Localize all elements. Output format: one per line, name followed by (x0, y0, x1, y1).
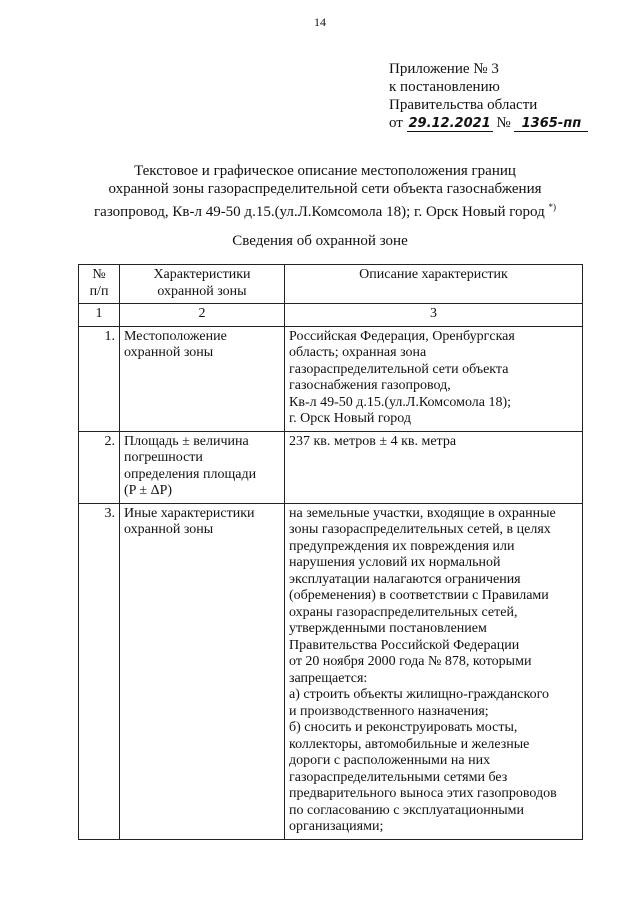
characteristic-cell (120, 326, 285, 431)
description-line: эксплуатации налагаются ограничения (289, 571, 521, 587)
characteristic-line: охранной зоны (124, 522, 214, 537)
zone-info-table (78, 264, 583, 840)
document-title (60, 162, 590, 221)
description-line: газоснабжения газопровод, (289, 378, 451, 393)
column-number: 3 (285, 304, 583, 327)
title-line-3-text: газопровод, Кв-л 49-50 д.15.(ул.Л.Комсомола 18); г. Орск Новый город (94, 204, 545, 220)
characteristic-line: Иные характеристики (124, 505, 255, 521)
handwritten-date: 29.12.2021 (408, 116, 491, 131)
characteristic-line: определения площади (124, 466, 257, 482)
table-header-row (79, 265, 583, 304)
row-number: 3. (79, 503, 120, 839)
number-sign: № (496, 115, 511, 131)
description-line: область; охранная зона (289, 345, 427, 360)
title-line-3 (60, 198, 590, 221)
description-line: предварительного выноса этих газопроводов (289, 786, 557, 801)
table-row (79, 431, 583, 503)
appendix-line-2: к постановлению (389, 79, 500, 95)
description-line: дороги с расположенными на них (289, 753, 491, 768)
description-line: а) строить объекты жилищно-гражданского (289, 687, 549, 702)
appendix-title: Приложение № 3 (389, 61, 499, 77)
column-number: 2 (120, 304, 285, 327)
footnote-mark: *) (548, 202, 556, 212)
description-line: организациями; (289, 819, 384, 834)
description-line: зоны газораспределительных сетей, в целях (289, 522, 551, 537)
characteristic-line: погрешности (124, 450, 203, 465)
description-line: (обременения) в соответствии с Правилами (289, 588, 549, 603)
description-cell (285, 503, 583, 839)
description-line: г. Орск Новый город (289, 411, 412, 426)
description-line: утвержденными постановлением (289, 621, 487, 636)
description-line: газораспределительной сети объекта (289, 361, 509, 377)
header-number-line: № (92, 267, 106, 282)
appendix-block (389, 60, 588, 132)
title-line-2: охранной зоны газораспределительной сети объекта газоснабжения (108, 181, 542, 197)
appendix-line-3: Правительства области (389, 97, 538, 113)
table-row (79, 503, 583, 839)
characteristic-line: Местоположение (124, 328, 227, 344)
title-line-1: Текстовое и графическое описание местоположения границ (134, 163, 516, 179)
table-row (79, 326, 583, 431)
description-cell (285, 431, 583, 503)
description-line: запрещается: (289, 670, 368, 686)
header-characteristic-line: Характеристики (153, 267, 251, 282)
description-line: 237 кв. метров ± 4 кв. метра (289, 433, 457, 449)
description-line: нарушения условий их нормальной (289, 555, 501, 570)
description-line: Кв-л 49-50 д.15.(ул.Л.Комсомола 18); (289, 394, 512, 410)
characteristic-line: Площадь ± величина (124, 433, 249, 449)
description-line: по согласованию с эксплуатационными (289, 802, 524, 818)
description-line: предупреждения их повреждения или (289, 538, 515, 554)
column-number: 1 (79, 304, 120, 327)
header-number-line: п/п (89, 283, 109, 299)
description-line: от 20 ноября 2000 года № 878, которыми (289, 654, 532, 669)
header-characteristic-cell (120, 265, 285, 304)
page-number: 14 (314, 15, 326, 29)
handwritten-number: 1365-пп (514, 117, 588, 132)
description-line: охраны газораспределительных сетей, (289, 604, 518, 620)
characteristic-line: (P ± ΔP) (124, 483, 173, 498)
description-line: Российская Федерация, Оренбургская (289, 328, 515, 344)
description-line: и производственного назначения; (289, 703, 489, 719)
description-line: коллекторы, автомобильные и железные (289, 736, 530, 752)
header-characteristic-line: охранной зоны (157, 283, 247, 299)
header-number-cell (79, 265, 120, 304)
column-number-row (79, 304, 583, 327)
row-number: 2. (79, 431, 120, 503)
description-cell (285, 326, 583, 431)
description-line: Правительства Российской Федерации (289, 637, 520, 653)
description-line: газораспределительными сетями без (289, 769, 508, 785)
section-title: Сведения об охранной зоне (232, 233, 408, 249)
header-description-cell: Описание характеристик (285, 265, 583, 304)
characteristic-cell (120, 431, 285, 503)
description-line: на земельные участки, входящие в охранные (289, 505, 556, 521)
row-number: 1. (79, 326, 120, 431)
characteristic-line: охранной зоны (124, 345, 214, 360)
characteristic-cell (120, 503, 285, 839)
date-prefix: от (389, 115, 403, 131)
description-line: б) сносить и реконструировать мосты, (289, 720, 518, 735)
appendix-date-line (389, 114, 588, 132)
